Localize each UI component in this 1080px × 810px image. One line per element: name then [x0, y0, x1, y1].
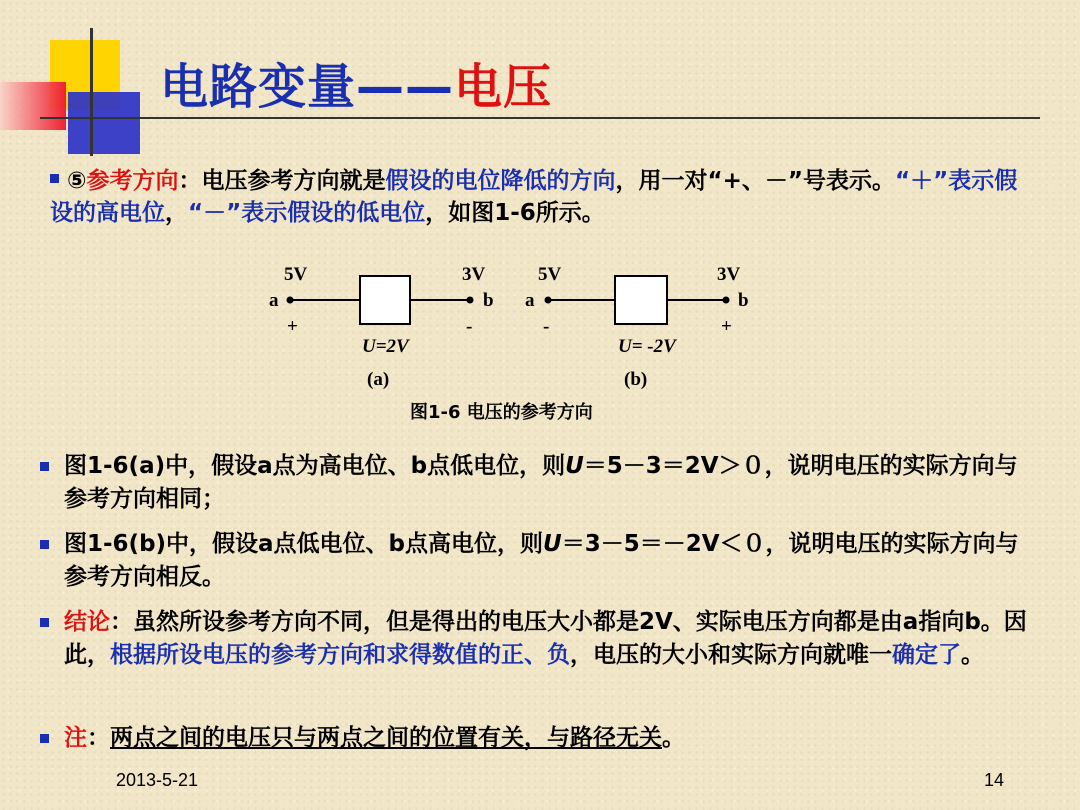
bullet-icon — [40, 734, 49, 743]
bullet-icon — [40, 540, 49, 549]
fig-b-right-voltage: 3V — [717, 264, 741, 285]
bullet-item-3: 结论：虽然所设参考方向不同，但是得出的电压大小都是2V、实际电压方向都是由a指向b。因此，根据所设电压的参考方向和求得数值的正、负，电压的大小和实际方向就唯一确定了。 — [40, 606, 1030, 672]
bullet-icon — [40, 462, 49, 471]
fig-b-plus-sign: + — [721, 316, 732, 337]
deco-horizontal-line — [40, 117, 1040, 119]
footer-page-number: 14 — [984, 770, 1005, 790]
bullet-icon — [40, 618, 49, 627]
fig-a-sublabel: (a) — [367, 369, 390, 390]
fig-b-minus-sign: - — [543, 316, 550, 337]
fig-a-formula: U=2V — [362, 336, 409, 357]
page-title: 电路变量——电压 — [160, 59, 553, 115]
circuit-figure — [0, 255, 1080, 425]
bullet-icon — [50, 174, 59, 183]
fig-a-right-voltage: 3V — [462, 264, 486, 285]
fig-b-node-a: a — [525, 290, 535, 311]
fig-a-element — [360, 276, 410, 324]
fig-b-element — [615, 276, 667, 324]
fig-a-minus-sign: - — [466, 316, 473, 337]
bullet-item-2: 图1-6(b)中，假设a点低电位、b点高电位，则U＝3－5＝－2V＜０，说明电压的实际方向与参考方向相反。 — [40, 528, 1030, 594]
fig-b-left-voltage: 5V — [538, 264, 562, 285]
figure-caption: 图1-6 电压的参考方向 — [410, 402, 593, 423]
footer-date: 2013-5-21 — [116, 770, 199, 790]
fig-b-node-b: b — [738, 290, 749, 311]
deco-blue-square — [68, 92, 140, 154]
deco-vertical-line — [90, 28, 93, 156]
bullet-item-1: 图1-6(a)中，假设a点为高电位、b点低电位，则U＝5－3＝2V＞０，说明电压的实际方向与参考方向相同； — [40, 450, 1030, 516]
fig-b-sublabel: (b) — [624, 369, 648, 390]
fig-a-terminal-b — [467, 297, 474, 304]
fig-a-node-b: b — [483, 290, 494, 311]
fig-a-node-a: a — [269, 290, 279, 311]
bullet-item-4: 注：两点之间的电压只与两点之间的位置有关，与路径无关。 — [40, 722, 1030, 755]
circuit-a — [269, 264, 494, 390]
circuit-b — [525, 264, 749, 390]
intro-paragraph: ⑤参考方向：电压参考方向就是假设的电位降低的方向，用一对“+、－”号表示。“＋”表示假设的高电位，“－”表示假设的低电位，如图1-6所示。 — [50, 168, 1018, 226]
fig-b-formula: U= -2V — [618, 336, 676, 357]
fig-a-plus-sign: + — [287, 316, 298, 337]
fig-a-left-voltage: 5V — [284, 264, 308, 285]
deco-red-square — [0, 82, 66, 130]
fig-b-terminal-b — [723, 297, 730, 304]
